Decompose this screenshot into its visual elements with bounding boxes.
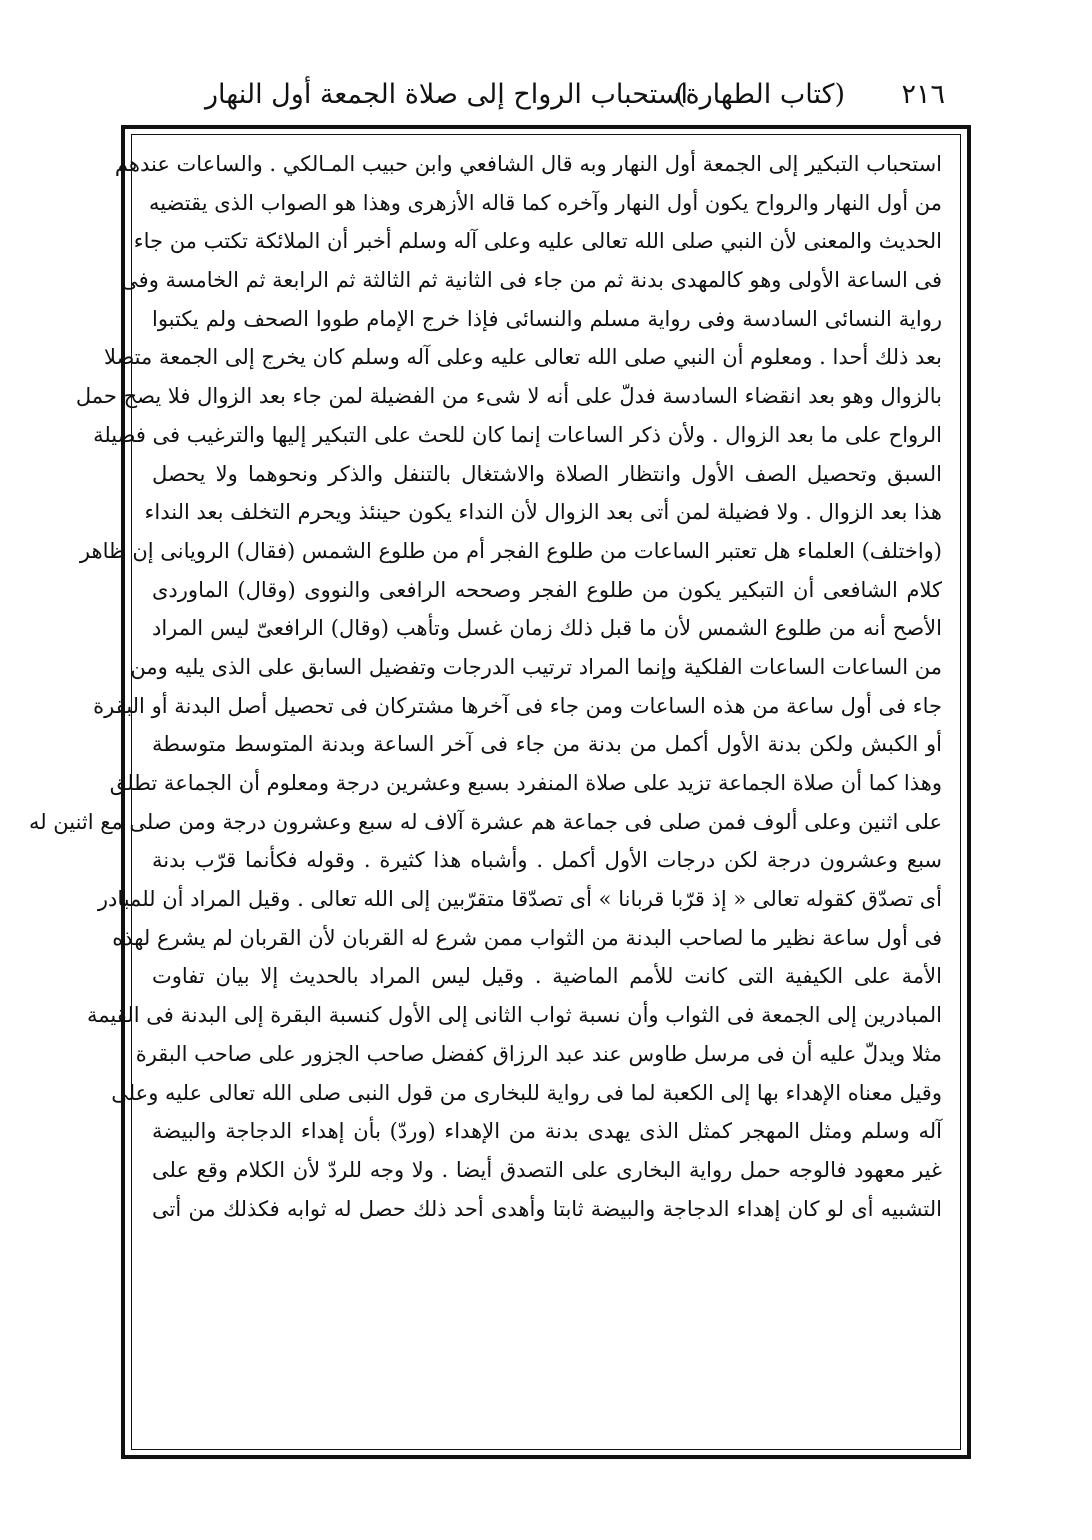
text-line: الرواح على ما بعد الزوال . ولأن ذكر الساعات إنما كان للحث على التبكير إليها والترغيب فى فضيلة bbox=[93, 422, 942, 447]
text-line: غير معهود فالوجه حمل رواية البخارى على التصدق أيضا . ولا وجه للردّ لأن الكلام وقع على bbox=[152, 1157, 942, 1182]
text-line: مثلا ويدلّ عليه أن فى مرسل طاوس عند عبد الرزاق كفضل صاحب الجزور على صاحب البقرة bbox=[135, 1041, 942, 1066]
text-line: السبق وتحصيل الصف الأول وانتظار الصلاة والاشتغال بالتنفل والذكر ونحوهما ولا يحصل bbox=[152, 461, 942, 486]
text-line: التشبيه أى لو كان إهداء الدجاجة والبيضة ثابتا وأهدى أحد ذلك حصل له ثوابه فكذلك من أتى bbox=[152, 1196, 942, 1221]
text-line: جاء فى أول ساعة من هذه الساعات ومن جاء فى آخرها مشتركان فى تحصيل أصل البدنة أو البقرة bbox=[93, 693, 942, 718]
text-line: من الساعات الساعات الفلكية وإنما المراد ترتيب الدرجات وتفضيل السابق على الذى يليه ومن bbox=[130, 654, 942, 679]
text-line: كلام الشافعى أن التبكير يكون من طلوع الفجر وصححه الرافعى والنووى (وقال) الماوردى bbox=[152, 577, 942, 602]
text-line: الأمة على الكيفية التى كانت للأمم الماضية . وقيل ليس المراد بالحديث إلا بيان تفاوت bbox=[152, 964, 942, 989]
text-line: أى تصدّق كقوله تعالى « إذ قرّبا قربانا » أى تصدّقا متقرّبين إلى الله تعالى . وقيل المراد أن للمبادر bbox=[97, 887, 942, 912]
text-line: بالزوال وهو بعد انقضاء السادسة فدلّ على أنه لا شىء من الفضيلة لمن جاء بعد الزوال فلا يصح حمل bbox=[75, 384, 942, 409]
text-line: الحديث والمعنى لأن النبي صلى الله تعالى عليه وعلى آله وسلم أخبر أن الملائكة تكتب من جاء bbox=[133, 229, 942, 254]
text-line: رواية النسائى السادسة وفى رواية مسلم والنسائى فإذا خرج الإمام طووا الصحف ولم يكتبوا bbox=[152, 306, 942, 331]
text-line: على اثنين وعلى ألوف فمن صلى فى جماعة هم عشرة آلاف له سبع وعشرون درجة ومن صلى مع اثنين له bbox=[28, 809, 942, 834]
text-line: آله وسلم ومثل المهجر كمثل الذى يهدى بدنة من الإهداء (وردّ) بأن إهداء الدجاجة والبيضة bbox=[152, 1119, 942, 1144]
text-line: المبادرين إلى الجمعة فى الثواب وأن نسبة ثواب الثانى إلى الأول كنسبة البقرة إلى البدنة فى القيمة bbox=[86, 1003, 942, 1028]
text-line: استحباب التبكير إلى الجمعة أول النهار وبه قال الشافعي وابن حبيب المـالكي . والساعات عندهم bbox=[114, 152, 942, 176]
text-line: الأصح أنه من طلوع الشمس لأن ما قبل ذلك زمان غسل وتأهب (وقال) الرافعىّ ليس المراد bbox=[152, 616, 942, 641]
text-line: أو الكبش ولكن بدنة الأول أكمل من بدنة من جاء فى آخر الساعة وبدنة المتوسط متوسطة bbox=[152, 732, 942, 757]
text-line: (واختلف) العلماء هل تعتبر الساعات من طلوع الفجر أم من طلوع الشمس (فقال) الرويانى إن ظاهر bbox=[79, 538, 942, 563]
text-line: سبع وعشرون درجة لكن درجات الأول أكمل . وأشباه هذا كثيرة . وقوله فكأنما قرّب بدنة bbox=[152, 848, 942, 873]
text-line: فى أول ساعة نظير ما لصاحب البدنة من الثواب ممن شرع له القربان لأن القربان لم يشرع لهذه bbox=[112, 925, 942, 950]
text-line: هذا بعد الزوال . ولا فضيلة لمن أتى بعد الزوال لأن النداء يكون حينئذ ويحرم التخلف بعد النداء bbox=[144, 500, 942, 525]
text-line: من أول النهار والرواح يكون أول النهار وآخره كما قاله الأزهرى وهذا هو الصواب الذى يقتضيه bbox=[148, 190, 942, 215]
text-line: فى الساعة الأولى وهو كالمهدى بدنة ثم من جاء فى الثانية ثم الثالثة ثم الرابعة ثم الخامسة وفى bbox=[121, 268, 942, 293]
text-line: وهذا كما أن صلاة الجماعة تزيد على صلاة المنفرد بسبع وعشرين درجة ومعلوم أن الجماعة تطلق bbox=[109, 771, 942, 795]
text-line: بعد ذلك أحدا . ومعلوم أن النبي صلى الله تعالى عليه وعلى آله وسلم كان يخرج إلى الجمعة متصلا bbox=[103, 345, 942, 370]
chapter-title: استحباب الرواح إلى صلاة الجمعة أول النهار bbox=[205, 79, 689, 110]
body-text bbox=[28, 145, 942, 1228]
page-header bbox=[205, 74, 945, 116]
page-number: ٢١٦ bbox=[901, 79, 945, 110]
book-title: (كتاب الطهارة) bbox=[674, 79, 845, 110]
text-line: وقيل معناه الإهداء بها إلى الكعبة لما فى رواية للبخارى من قول النبى صلى الله تعالى عليه وعلى bbox=[111, 1080, 942, 1105]
